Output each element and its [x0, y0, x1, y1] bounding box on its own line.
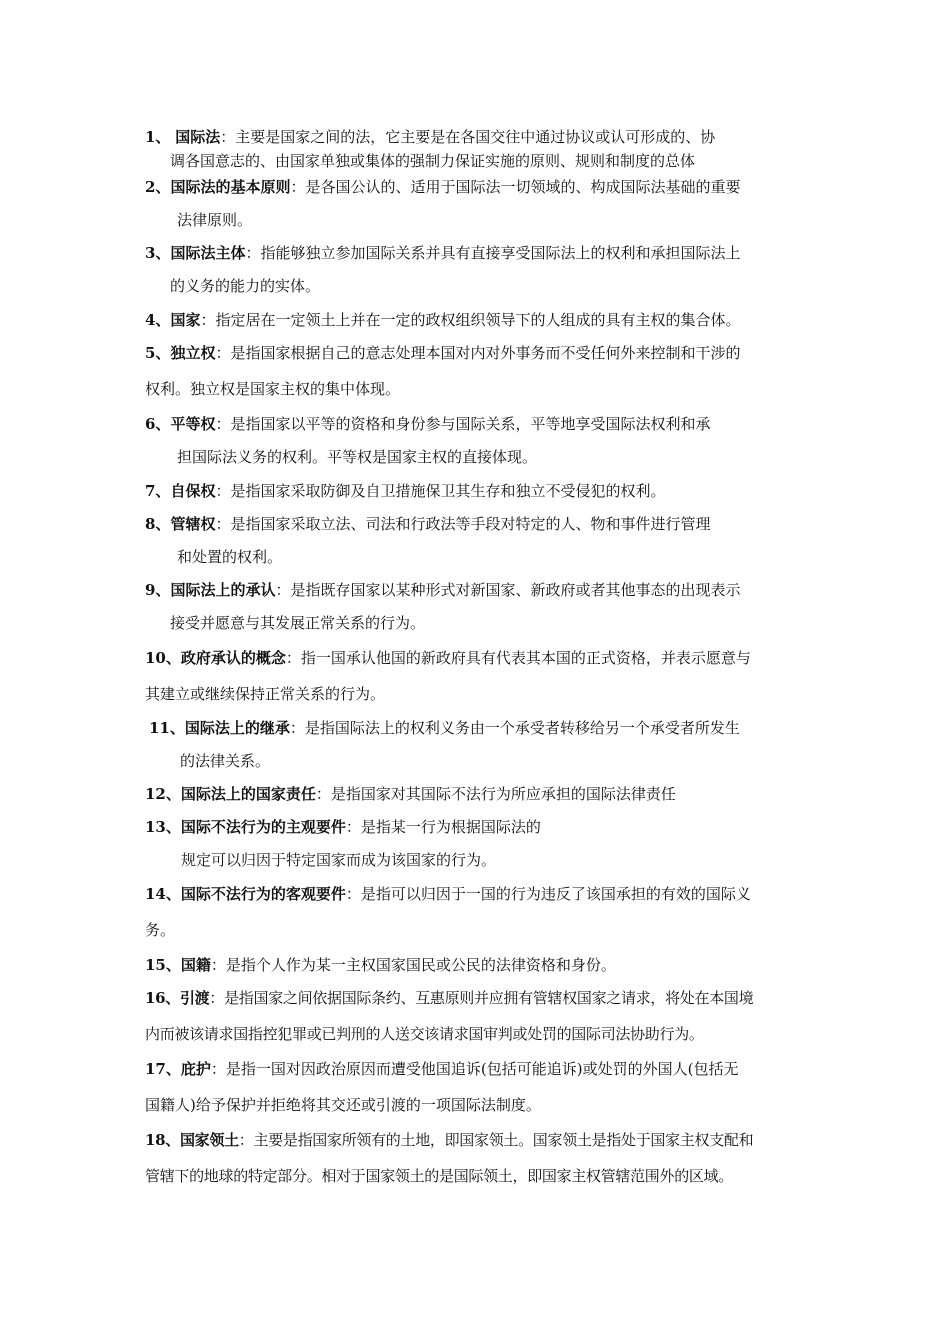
entry-3-line-2: 的义务的能力的实体。 — [170, 277, 321, 295]
entry-6-line-2: 担国际法义务的权利。平等权是国家主权的直接体现。 — [177, 448, 538, 466]
entry-5-line-1 — [145, 343, 740, 363]
entry-10-line-1 — [145, 648, 751, 668]
entry-18-line-1 — [145, 1130, 753, 1150]
entry-term: 国际法上的承认 — [170, 581, 276, 599]
entry-term: 国家领土 — [179, 1131, 239, 1149]
entry-9-line-2: 接受并愿意与其发展正常关系的行为。 — [170, 614, 426, 632]
entry-17-line-2: 国籍人)给予保护并拒绝将其交还或引渡的一项国际法制度。 — [145, 1096, 541, 1114]
entry-term: 引渡 — [179, 989, 210, 1007]
entry-1-line-1 — [145, 127, 715, 147]
entry-number: 16、 — [145, 989, 180, 1007]
entry-definition: ：是各国公认的、适用于国际法一切领域的、构成国际法基础的重要 — [290, 178, 741, 196]
entry-number: 5、 — [145, 344, 171, 362]
entry-definition: ：是指国家以平等的资格和身份参与国际关系，平等地享受国际法权利和承 — [215, 415, 711, 433]
entry-term: 独立权 — [170, 344, 216, 362]
entry-16-line-1 — [145, 988, 753, 1008]
entry-15-line-1 — [145, 955, 616, 975]
entry-13-line-1 — [145, 817, 541, 837]
entry-1-line-2: 调各国意志的、由国家单独或集体的强制力保证实施的原则、规则和制度的总体 — [170, 152, 696, 170]
entry-term: 国际法的基本原则 — [170, 178, 291, 196]
entry-term: 平等权 — [170, 415, 216, 433]
entry-17-line-1 — [145, 1059, 738, 1079]
entry-term: 国际不法行为的主观要件 — [180, 818, 346, 836]
entry-number: 18、 — [145, 1131, 180, 1149]
entry-3-line-1 — [145, 243, 740, 263]
entry-number: 13、 — [145, 818, 181, 836]
entry-term: 国际不法行为的客观要件 — [180, 885, 346, 903]
entry-6-line-1 — [145, 414, 710, 434]
entry-number: 2、 — [145, 178, 171, 196]
entry-definition: ：是指国家采取防御及自卫措施保卫其生存和独立不受侵犯的权利。 — [215, 482, 666, 500]
entry-8-line-2: 和处置的权利。 — [177, 548, 283, 566]
entry-number: 4、 — [145, 311, 171, 329]
entry-number: 1、 — [145, 128, 171, 146]
entry-9-line-1 — [145, 580, 740, 600]
entry-7-line-1 — [145, 481, 665, 501]
entry-number: 7、 — [145, 482, 171, 500]
entry-number: 11、 — [149, 719, 185, 737]
entry-number: 17、 — [145, 1060, 181, 1078]
entry-term: 国际法 — [175, 128, 221, 146]
entry-number: 14、 — [145, 885, 181, 903]
entry-2-line-2: 法律原则。 — [177, 211, 253, 229]
entry-term: 管辖权 — [170, 515, 216, 533]
entry-16-line-2: 内而被该请求国指控犯罪或已判刑的人送交该请求国审判或处罚的国际司法协助行为。 — [145, 1025, 704, 1043]
entry-18-line-2: 管辖下的地球的特定部分。相对于国家领土的是国际领土，即国家主权管辖范围外的区域。 — [145, 1167, 734, 1185]
entry-definition: ：是指某一行为根据国际法的 — [345, 818, 541, 836]
entry-definition: ：指一国承认他国的新政府具有代表其本国的正式资格，并表示愿意与 — [285, 649, 751, 667]
entry-definition: ：是指国际法上的权利义务由一个承受者转移给另一个承受者所发生 — [289, 719, 740, 737]
entry-11-line-2: 的法律关系。 — [180, 752, 271, 770]
entry-14-line-1 — [145, 884, 751, 904]
entry-14-line-2: 务。 — [145, 921, 176, 939]
entry-number: 8、 — [145, 515, 171, 533]
entry-number: 12、 — [145, 785, 181, 803]
entry-term: 自保权 — [170, 482, 216, 500]
entry-number: 6、 — [145, 415, 171, 433]
entry-term: 国家 — [170, 311, 201, 329]
entry-definition: ：是指国家根据自己的意志处理本国对内对外事务而不受任何外来控制和干涉的 — [215, 344, 741, 362]
entry-5-line-2: 权利。独立权是国家主权的集中体现。 — [145, 380, 401, 398]
entry-11-line-1 — [149, 718, 740, 738]
entry-term: 庇护 — [180, 1060, 211, 1078]
entry-definition: ：主要是国家之间的法，它主要是在各国交往中通过协议或认可形成的、协 — [220, 128, 716, 146]
entry-2-line-1 — [145, 177, 740, 197]
entry-8-line-1 — [145, 514, 710, 534]
entry-term: 政府承认的概念 — [180, 649, 286, 667]
entry-term: 国际法上的国家责任 — [180, 785, 316, 803]
entry-definition: ：指定居在一定领土上并在一定的政权组织领导下的人组成的具有主权的集合体。 — [200, 311, 741, 329]
entry-term: 国际法上的继承 — [184, 719, 290, 737]
entry-12-line-1 — [145, 784, 676, 804]
entry-number: 15、 — [145, 956, 181, 974]
entry-definition: ：是指国家对其国际不法行为所应承担的国际法律责任 — [315, 785, 676, 803]
entry-term: 国籍 — [180, 956, 211, 974]
entry-4-line-1 — [145, 310, 740, 330]
entry-definition: ：是指国家采取立法、司法和行政法等手段对特定的人、物和事件进行管理 — [215, 515, 711, 533]
entry-term: 国际法主体 — [170, 244, 246, 262]
entry-definition: ：指能够独立参加国际关系并具有直接享受国际法上的权利和承担国际法上 — [245, 244, 741, 262]
entry-definition: ：是指一国对因政治原因而遭受他国追诉(包括可能追诉)或处罚的外国人(包括无 — [210, 1060, 739, 1078]
entry-number: 3、 — [145, 244, 171, 262]
entry-number: 10、 — [145, 649, 181, 667]
entry-13-line-2: 规定可以归因于特定国家而成为该国家的行为。 — [181, 851, 497, 869]
entry-10-line-2: 其建立或继续保持正常关系的行为。 — [145, 685, 386, 703]
entry-definition: ：是指国家之间依据国际条约、互惠原则并应拥有管辖权国家之请求，将处在本国境 — [209, 989, 754, 1007]
entry-number: 9、 — [145, 581, 171, 599]
entry-definition: ：是指既存国家以某种形式对新国家、新政府或者其他事态的出现表示 — [275, 581, 741, 599]
entry-definition: ：主要是指国家所领有的土地，即国家领土。国家领土是指处于国家主权支配和 — [238, 1131, 754, 1149]
entry-definition: ：是指个人作为某一主权国家国民或公民的法律资格和身份。 — [210, 956, 616, 974]
entry-definition: ：是指可以归因于一国的行为违反了该国承担的有效的国际义 — [345, 885, 751, 903]
